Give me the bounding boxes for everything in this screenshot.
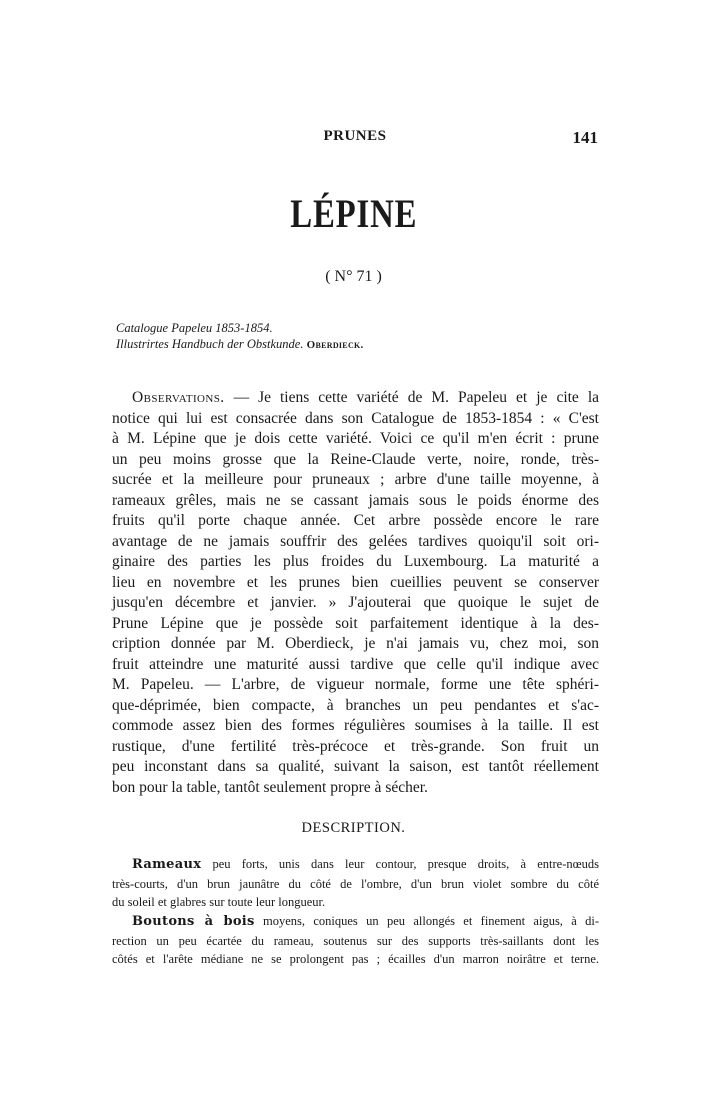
description-line bbox=[112, 855, 599, 875]
observations-line: fruit atteindre une maturité aussi tardive que celle qu'il indique avec bbox=[112, 655, 599, 673]
term-rameaux: Rameaux bbox=[132, 857, 202, 872]
observations-line: cription donnée par M. Oberdieck, je n'ai jamais vu, chez moi, son bbox=[112, 635, 599, 652]
reference-2-author: Oberdieck. bbox=[306, 339, 364, 351]
observations-line: fruits qu'il porte chaque année. Cet arbre possède encore le rare bbox=[112, 512, 599, 529]
observations-line: ginaire des parties les plus froides du Luxembourg. La maturité a bbox=[112, 553, 599, 570]
term-boutons: Boutons à bois bbox=[132, 914, 255, 929]
observations-line: avantage de ne jamais souffrir des gelées tardives quoiqu'il soit ori- bbox=[112, 532, 599, 550]
references bbox=[116, 320, 596, 353]
description-heading: DESCRIPTION. bbox=[301, 820, 406, 836]
observations-line: jusqu'en décembre et janvier. » J'ajouterai que quoique le sujet de bbox=[112, 594, 599, 611]
description-line-text: moyens, coniques un peu allongés et finement aigus, à di- bbox=[263, 914, 600, 928]
description-line bbox=[112, 912, 599, 932]
observations-line: que-déprimée, bien compacte, à branches un peu pendantes et s'ac- bbox=[112, 696, 599, 714]
observations-line: à M. Lépine que je dois cette variété. Voici ce qu'il m'en écrit : prune bbox=[112, 430, 599, 447]
description-boutons bbox=[112, 912, 599, 969]
observations-line: rustique, d'une fertilité très-précoce et très-grande. Son fruit un bbox=[112, 737, 599, 755]
observations-line: un peu moins grosse que la Reine-Claude verte, noire, ronde, très- bbox=[112, 450, 599, 468]
reference-2-title: Illustrirtes Handbuch der Obstkunde. bbox=[116, 337, 304, 351]
page-title: LÉPINE bbox=[290, 191, 418, 236]
reference-1: Catalogue Papeleu 1853-1854. bbox=[116, 321, 273, 335]
observations-line: notice qui lui est consacrée dans son Catalogue de 1853-1854 : « C'est bbox=[112, 409, 599, 427]
observations-line: commode assez bien des formes régulières soumises à la taille. Il est bbox=[112, 717, 599, 734]
variety-number: ( N° 71 ) bbox=[325, 268, 382, 285]
observations-line: bon pour la table, tantôt seulement propre à sécher. bbox=[112, 778, 428, 796]
reference-2 bbox=[116, 336, 596, 353]
observations-line: rameaux grêles, mais ne se cassant jamais sous le poids énorme des bbox=[112, 491, 599, 509]
description-rameaux bbox=[112, 855, 599, 912]
page-number: 141 bbox=[572, 128, 598, 147]
description-line: très-courts, d'un brun jaunâtre du côté de l'ombre, d'un brun violet sombre du côté bbox=[112, 876, 599, 891]
observations-line: M. Papeleu. — L'arbre, de vigueur normale, forme une tête sphéri- bbox=[112, 676, 599, 693]
observations-paragraph bbox=[112, 388, 599, 798]
observations-line-text: — Je tiens cette variété de M. Papeleu et je cite la bbox=[233, 389, 600, 406]
observations-lead: Observations. bbox=[132, 389, 225, 406]
running-head bbox=[112, 128, 598, 150]
observations-line: peu inconstant dans sa qualité, suivant la saison, est tantôt réellement bbox=[112, 758, 599, 775]
description-line-text: peu forts, unis dans leur contour, presque droits, à entre-nœuds bbox=[212, 857, 599, 871]
observations-line bbox=[112, 388, 599, 409]
description-line: rection un peu écartée du rameau, soutenus sur des supports très-saillants dont les bbox=[112, 933, 599, 948]
description-line: du soleil et glabres sur toute leur longueur. bbox=[112, 895, 326, 909]
observations-line: Prune Lépine que je possède soit parfaitement identique à la des- bbox=[112, 614, 599, 632]
running-title: PRUNES bbox=[323, 128, 387, 144]
observations-line: sucrée et la meilleure pour pruneaux ; arbre d'une taille moyenne, à bbox=[112, 471, 599, 488]
description-line: côtés et l'arête médiane ne se prolongent pas ; écailles d'un marron noirâtre et terne. bbox=[112, 952, 599, 966]
observations-line: lieu en novembre et les prunes bien cueillies peuvent se conserver bbox=[112, 573, 599, 591]
